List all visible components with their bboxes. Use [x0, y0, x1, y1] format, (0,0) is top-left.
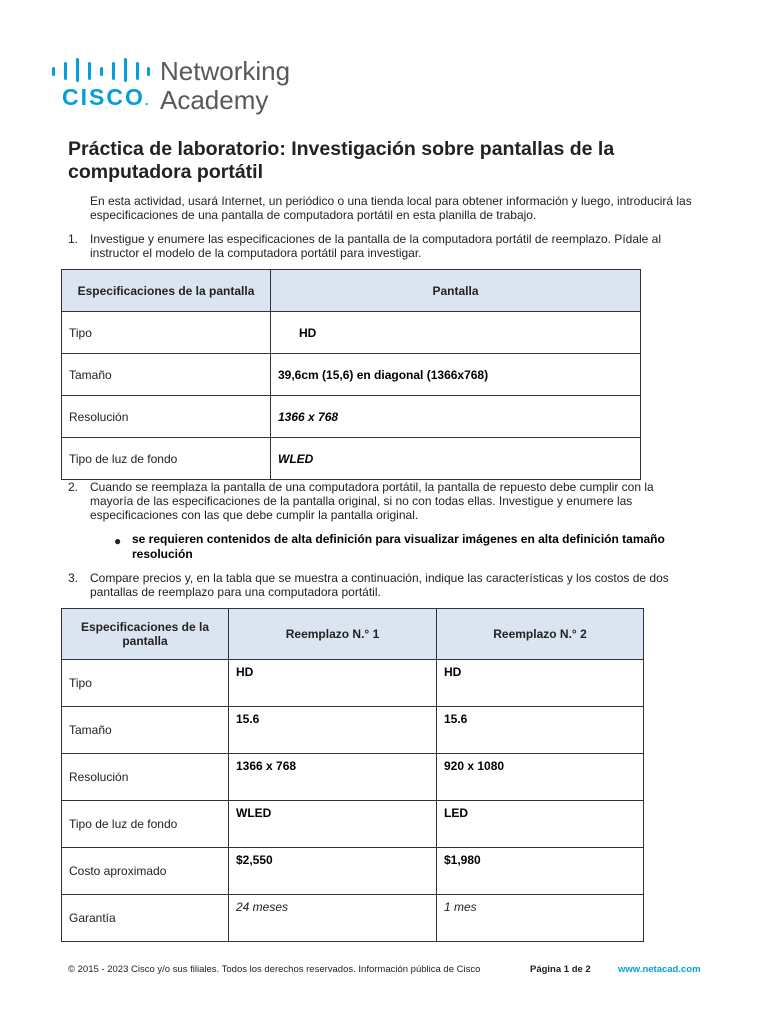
replacement-1-cell[interactable]: 15.6: [229, 707, 437, 754]
replacement-2-cell[interactable]: LED: [437, 801, 644, 848]
table-row: [62, 312, 641, 354]
value-cell[interactable]: 39,6cm (15,6) en diagonal (1366x768): [271, 354, 641, 396]
step1-number: 1.: [68, 232, 79, 246]
logo-line2: Academy: [160, 85, 269, 115]
row-label: Tipo: [62, 660, 229, 707]
row-label: Tamaño: [62, 354, 271, 396]
header-replacement-2: Reemplazo N.° 2: [437, 609, 644, 660]
replacement-1-cell[interactable]: 24 meses: [229, 895, 437, 942]
row-label: Tamaño: [62, 707, 229, 754]
replacement-1-cell[interactable]: $2,550: [229, 848, 437, 895]
table-row: [62, 848, 644, 895]
value-cell[interactable]: 1366 x 768: [271, 396, 641, 438]
table-row: [62, 660, 644, 707]
cisco-logo-bars: [52, 58, 150, 82]
table-header-row: [62, 609, 644, 660]
replacement-1-cell[interactable]: 1366 x 768: [229, 754, 437, 801]
step1-text: Investigue y enumere las especificaciones de la pantalla de la computadora portátil de reemplazo. Pídale al instructor el modelo de la computadora portátil para investigar.: [90, 232, 662, 260]
cisco-wordmark: CISCO.: [62, 84, 151, 110]
intro-paragraph: En esta actividad, usará Internet, un periódico o una tienda local para obtener información y luego, introducirá las especificaciones de una pantalla de computadora portátil en esta planilla de trabajo.: [90, 194, 692, 222]
value-cell[interactable]: WLED: [271, 438, 641, 480]
bullet-icon: ●: [114, 534, 122, 548]
table-row: [62, 707, 644, 754]
table-row: [62, 354, 641, 396]
table-row: [62, 754, 644, 801]
replacement-2-cell[interactable]: 15.6: [437, 707, 644, 754]
header-specs: Especificaciones de la pantalla: [62, 609, 229, 660]
display-specs-table: [61, 269, 641, 480]
row-label: Tipo: [62, 312, 271, 354]
replacement-1-cell[interactable]: HD: [229, 660, 437, 707]
table-row: [62, 396, 641, 438]
header-display: Pantalla: [271, 270, 641, 312]
table-row: [62, 438, 641, 480]
step2-bullet-answer[interactable]: se requieren contenidos de alta definición para visualizar imágenes en alta definición tamaño resolución: [132, 532, 665, 561]
value-cell[interactable]: HD: [271, 312, 641, 354]
table-row: [62, 895, 644, 942]
row-label: Tipo de luz de fondo: [62, 801, 229, 848]
footer-page-number: Página 1 de 2: [530, 964, 591, 975]
step2-number: 2.: [68, 480, 79, 494]
row-label: Tipo de luz de fondo: [62, 438, 271, 480]
step3-number: 3.: [68, 571, 79, 585]
logo-line1: Networking: [160, 56, 291, 86]
page-title: Práctica de laboratorio: Investigación sobre pantallas de la computadora portátil: [68, 138, 615, 183]
replacement-2-cell[interactable]: 1 mes: [437, 895, 644, 942]
replacement-2-cell[interactable]: HD: [437, 660, 644, 707]
row-label: Costo aproximado: [62, 848, 229, 895]
networking-academy-text: [160, 57, 290, 115]
replacement-1-cell[interactable]: WLED: [229, 801, 437, 848]
footer-copyright: © 2015 - 2023 Cisco y/o sus filiales. Todos los derechos reservados. Información pública de Cisco: [68, 964, 481, 975]
table-row: [62, 801, 644, 848]
replacement-2-cell[interactable]: 920 x 1080: [437, 754, 644, 801]
row-label: Resolución: [62, 396, 271, 438]
header-replacement-1: Reemplazo N.° 1: [229, 609, 437, 660]
header-specs: Especificaciones de la pantalla: [62, 270, 271, 312]
replacement-2-cell[interactable]: $1,980: [437, 848, 644, 895]
step2-text: Cuando se reemplaza la pantalla de una computadora portátil, la pantalla de repuesto debe cumplir con la mayoría de las especificaciones de la pantalla original, si no con todas ellas. Investigue y enumere las especificaciones con las que debe cumplir la pantalla original.: [90, 480, 654, 522]
row-label: Resolución: [62, 754, 229, 801]
footer-link[interactable]: www.netacad.com: [618, 964, 701, 975]
replacement-comparison-table: [61, 608, 644, 942]
step3-text: Compare precios y, en la tabla que se muestra a continuación, indique las características y los costos de dos pantallas de reemplazo para una computadora portátil.: [90, 571, 669, 599]
row-label: Garantía: [62, 895, 229, 942]
table-header-row: [62, 270, 641, 312]
